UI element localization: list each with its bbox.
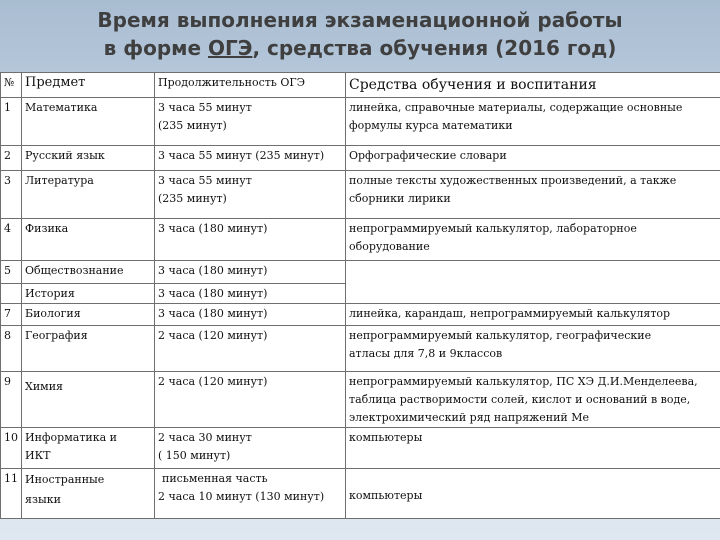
row-duration: 3 часа (180 минут) bbox=[155, 304, 346, 326]
row-duration: 3 часа 55 минут (235 минут) bbox=[155, 171, 346, 219]
row-subject: Иностранные языки bbox=[22, 469, 155, 519]
table-row bbox=[1, 428, 720, 469]
row-num bbox=[1, 284, 22, 304]
row-subject: История bbox=[22, 284, 155, 304]
table-row bbox=[1, 146, 720, 171]
row-duration: 3 часа (180 минут) bbox=[155, 284, 346, 304]
header-means: Средства обучения и воспитания bbox=[346, 73, 720, 98]
table-row bbox=[1, 469, 720, 519]
row-duration: 2 часа (120 минут) bbox=[155, 372, 346, 428]
row-subject: География bbox=[22, 326, 155, 372]
table-row bbox=[1, 171, 720, 219]
table-row bbox=[1, 261, 720, 284]
row-means: непрограммируемый калькулятор, географические атласы для 7,8 и 9классов bbox=[346, 326, 720, 372]
row-num: 2 bbox=[1, 146, 22, 171]
row-duration: письменная часть 2 часа 10 минут (130 минут) bbox=[155, 469, 346, 519]
row-num: 7 bbox=[1, 304, 22, 326]
exam-table bbox=[0, 72, 720, 519]
title-line-2 bbox=[0, 34, 720, 62]
row-subject: Литература bbox=[22, 171, 155, 219]
page-title bbox=[0, 6, 720, 62]
row-means: полные тексты художественных произведений, а также сборники лирики bbox=[346, 171, 720, 219]
row-num: 10 bbox=[1, 428, 22, 469]
row-subject: Русский язык bbox=[22, 146, 155, 171]
row-means: компьютеры bbox=[346, 469, 720, 519]
row-num: 9 bbox=[1, 372, 22, 428]
row-means: непрограммируемый калькулятор, лабораторное оборудование bbox=[346, 219, 720, 261]
title-oge-link[interactable]: ОГЭ bbox=[208, 36, 253, 60]
row-means: непрограммируемый калькулятор, ПС ХЭ Д.И.Менделеева, таблица растворимости солей, кислот и оснований в воде, электрохимический ряд напряжений Ме bbox=[346, 372, 720, 428]
row-num: 11 bbox=[1, 469, 22, 519]
table-row bbox=[1, 326, 720, 372]
row-subject: Информатика и ИКТ bbox=[22, 428, 155, 469]
header-num: № bbox=[1, 73, 22, 98]
row-duration: 3 часа (180 минут) bbox=[155, 261, 346, 284]
title-line-2-post: , средства обучения (2016 год) bbox=[252, 36, 617, 60]
row-num: 5 bbox=[1, 261, 22, 284]
title-line-1: Время выполнения экзаменационной работы bbox=[97, 8, 623, 32]
row-means bbox=[346, 261, 720, 304]
row-means: Орфографические словари bbox=[346, 146, 720, 171]
table-row bbox=[1, 304, 720, 326]
row-subject: Математика bbox=[22, 98, 155, 146]
row-means: линейка, справочные материалы, содержащие основные формулы курса математики bbox=[346, 98, 720, 146]
table-row bbox=[1, 219, 720, 261]
row-duration: 2 часа 30 минут ( 150 минут) bbox=[155, 428, 346, 469]
row-subject: Химия bbox=[22, 372, 155, 428]
row-subject: Биология bbox=[22, 304, 155, 326]
title-line-2-pre: в форме bbox=[103, 36, 209, 60]
table-row bbox=[1, 98, 720, 146]
row-duration: 2 часа (120 минут) bbox=[155, 326, 346, 372]
table-header-row bbox=[1, 73, 720, 98]
header-duration: Продолжительность ОГЭ bbox=[155, 73, 346, 98]
row-means: компьютеры bbox=[346, 428, 720, 469]
row-subject: Обществознание bbox=[22, 261, 155, 284]
row-subject: Физика bbox=[22, 219, 155, 261]
row-duration: 3 часа 55 минут (235 минут) bbox=[155, 146, 346, 171]
header-subject: Предмет bbox=[22, 73, 155, 98]
row-num: 8 bbox=[1, 326, 22, 372]
row-num: 1 bbox=[1, 98, 22, 146]
row-duration: 3 часа 55 минут (235 минут) bbox=[155, 98, 346, 146]
table-row bbox=[1, 372, 720, 428]
row-means: линейка, карандаш, непрограммируемый калькулятор bbox=[346, 304, 720, 326]
row-num: 3 bbox=[1, 171, 22, 219]
row-num: 4 bbox=[1, 219, 22, 261]
row-duration: 3 часа (180 минут) bbox=[155, 219, 346, 261]
